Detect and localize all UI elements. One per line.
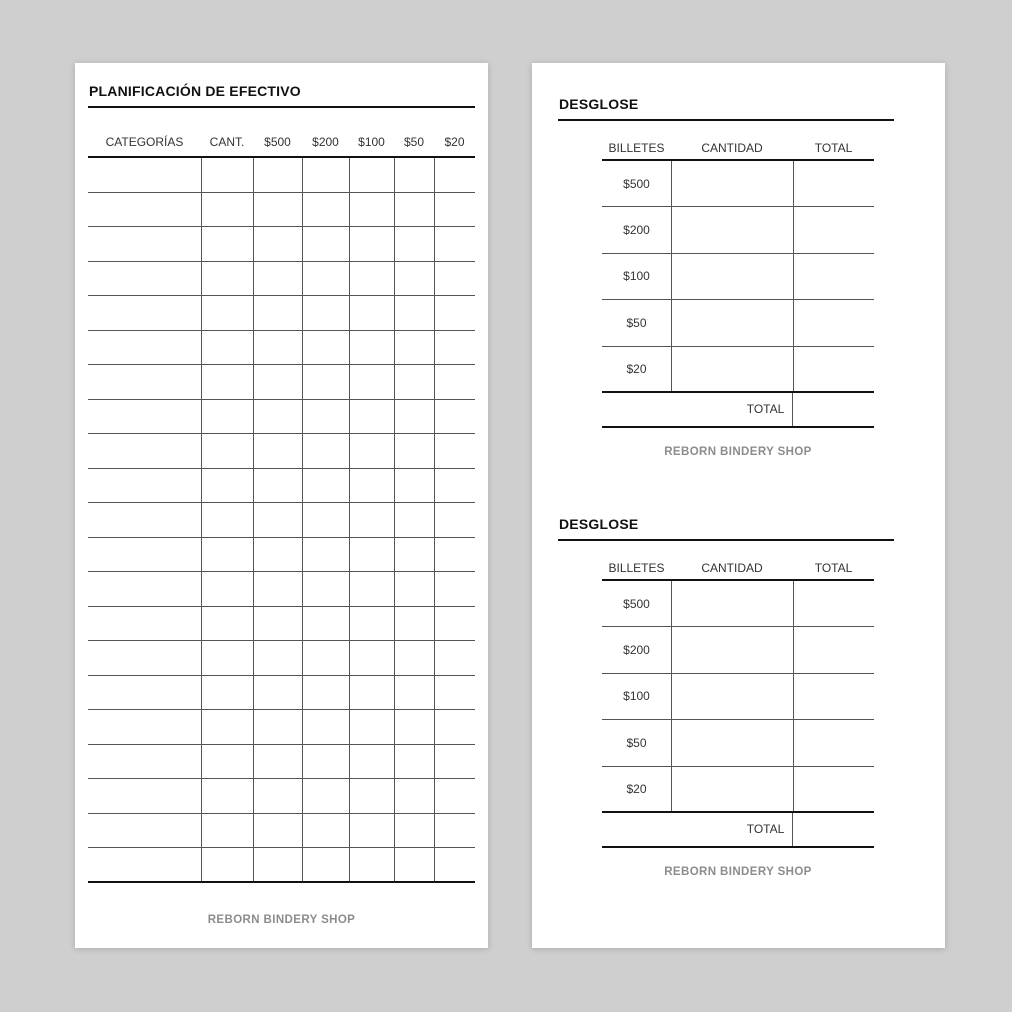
planning-cell[interactable] xyxy=(349,400,394,434)
quantity-cell[interactable] xyxy=(671,581,793,626)
breakdown-table xyxy=(602,557,874,848)
planning-cell[interactable] xyxy=(302,814,349,848)
table-row xyxy=(602,581,874,627)
planning-cell[interactable] xyxy=(253,572,302,606)
table-row xyxy=(602,207,874,253)
table-row xyxy=(602,720,874,766)
breakdown-table-body xyxy=(602,161,874,393)
planning-cell[interactable] xyxy=(394,641,434,675)
quantity-cell[interactable] xyxy=(671,767,793,811)
planning-cell[interactable] xyxy=(302,227,349,261)
planning-cell[interactable] xyxy=(349,538,394,572)
planning-cell[interactable] xyxy=(434,469,475,503)
total-label: TOTAL xyxy=(746,822,785,837)
planning-cell[interactable] xyxy=(349,676,394,710)
total-cell[interactable] xyxy=(793,347,874,391)
table-row xyxy=(88,676,475,711)
planning-cell[interactable] xyxy=(349,814,394,848)
planning-cell[interactable] xyxy=(349,193,394,227)
column-header-categories: CATEGORÍAS xyxy=(105,135,184,149)
planning-cell[interactable] xyxy=(88,400,201,434)
planning-cell[interactable] xyxy=(253,331,302,365)
denomination-label: $20 xyxy=(626,781,647,796)
quantity-cell[interactable] xyxy=(671,674,793,719)
column-header-100: $100 xyxy=(358,135,385,149)
planning-cell[interactable] xyxy=(302,158,349,192)
table-row xyxy=(88,572,475,607)
page-title: PLANIFICACIÓN DE EFECTIVO xyxy=(89,83,301,99)
planning-cell[interactable] xyxy=(253,538,302,572)
planning-cell[interactable] xyxy=(88,641,201,675)
quantity-cell[interactable] xyxy=(671,627,793,672)
planning-cell[interactable] xyxy=(253,641,302,675)
title-divider xyxy=(88,106,475,108)
planning-cell[interactable] xyxy=(201,193,253,227)
planning-cell[interactable] xyxy=(434,676,475,710)
planning-cell[interactable] xyxy=(434,814,475,848)
planning-cell[interactable] xyxy=(201,503,253,537)
planning-cell[interactable] xyxy=(253,503,302,537)
table-row xyxy=(602,300,874,346)
planning-cell[interactable] xyxy=(201,227,253,261)
denomination-label: $500 xyxy=(623,176,650,191)
denomination-label: $50 xyxy=(626,735,647,750)
planning-cell[interactable] xyxy=(88,227,201,261)
planning-cell[interactable] xyxy=(253,779,302,813)
planning-cell[interactable] xyxy=(394,814,434,848)
planning-cell[interactable] xyxy=(201,538,253,572)
planning-cell[interactable] xyxy=(253,607,302,641)
table-row xyxy=(88,538,475,573)
planning-cell[interactable] xyxy=(394,779,434,813)
total-row xyxy=(602,813,874,848)
table-row xyxy=(88,365,475,400)
table-row xyxy=(88,262,475,297)
total-cell[interactable] xyxy=(793,207,874,252)
planning-cell[interactable] xyxy=(201,469,253,503)
table-row xyxy=(88,296,475,331)
table-row xyxy=(88,227,475,262)
quantity-cell[interactable] xyxy=(671,347,793,391)
planning-cell[interactable] xyxy=(201,365,253,399)
planning-cell[interactable] xyxy=(349,158,394,192)
planning-cell[interactable] xyxy=(434,745,475,779)
planning-cell[interactable] xyxy=(302,676,349,710)
table-row xyxy=(88,710,475,745)
planning-cell[interactable] xyxy=(253,296,302,330)
planning-cell[interactable] xyxy=(349,710,394,744)
planning-cell[interactable] xyxy=(201,400,253,434)
column-header-quantity: CANTIDAD xyxy=(701,141,763,155)
planning-cell[interactable] xyxy=(88,158,201,192)
table-row xyxy=(88,848,475,883)
planning-cell[interactable] xyxy=(434,296,475,330)
planning-cell[interactable] xyxy=(201,641,253,675)
table-row xyxy=(88,434,475,469)
planning-cell[interactable] xyxy=(302,193,349,227)
planning-cell[interactable] xyxy=(349,572,394,606)
planning-cell[interactable] xyxy=(349,262,394,296)
column-header-20: $20 xyxy=(444,135,465,149)
planning-cell[interactable] xyxy=(394,572,434,606)
planning-cell[interactable] xyxy=(88,607,201,641)
planning-cell[interactable] xyxy=(302,572,349,606)
planning-cell[interactable] xyxy=(394,331,434,365)
planning-cell[interactable] xyxy=(394,469,434,503)
planning-cell[interactable] xyxy=(349,779,394,813)
planning-table xyxy=(88,128,475,883)
planning-cell[interactable] xyxy=(394,227,434,261)
planning-cell[interactable] xyxy=(253,814,302,848)
planning-cell[interactable] xyxy=(394,193,434,227)
planning-cell[interactable] xyxy=(253,745,302,779)
planning-cell[interactable] xyxy=(349,848,394,881)
table-row xyxy=(88,331,475,366)
planning-cell[interactable] xyxy=(302,296,349,330)
total-cell[interactable] xyxy=(793,674,874,719)
brand-footer: REBORN BINDERY SHOP xyxy=(664,446,812,458)
planning-cell[interactable] xyxy=(349,434,394,468)
planning-cell[interactable] xyxy=(394,296,434,330)
table-row xyxy=(602,347,874,393)
planning-cell[interactable] xyxy=(434,400,475,434)
breakdown-title: DESGLOSE xyxy=(559,96,639,112)
column-header-total: TOTAL xyxy=(814,561,853,575)
planning-cell[interactable] xyxy=(434,641,475,675)
planning-cell[interactable] xyxy=(88,676,201,710)
title-divider xyxy=(558,119,894,121)
planning-cell[interactable] xyxy=(88,434,201,468)
planning-cell[interactable] xyxy=(201,158,253,192)
planning-cell[interactable] xyxy=(394,607,434,641)
total-cell[interactable] xyxy=(793,254,874,299)
table-row xyxy=(88,400,475,435)
planning-cell[interactable] xyxy=(253,710,302,744)
planning-cell[interactable] xyxy=(302,434,349,468)
planning-cell[interactable] xyxy=(201,745,253,779)
table-row xyxy=(602,767,874,813)
planning-cell[interactable] xyxy=(434,538,475,572)
planning-cell[interactable] xyxy=(253,469,302,503)
table-row xyxy=(88,607,475,642)
total-cell[interactable] xyxy=(793,300,874,345)
quantity-cell[interactable] xyxy=(671,254,793,299)
planning-cell[interactable] xyxy=(253,365,302,399)
planning-cell[interactable] xyxy=(88,779,201,813)
table-row xyxy=(88,814,475,849)
column-header-500: $500 xyxy=(264,135,291,149)
planning-cell[interactable] xyxy=(88,848,201,881)
column-header-quantity: CANT. xyxy=(209,135,245,149)
table-row xyxy=(602,627,874,673)
table-row xyxy=(88,641,475,676)
planning-cell[interactable] xyxy=(434,607,475,641)
planning-cell[interactable] xyxy=(88,572,201,606)
planning-cell[interactable] xyxy=(253,434,302,468)
denomination-label: $100 xyxy=(623,689,650,704)
planning-cell[interactable] xyxy=(394,848,434,881)
planning-cell[interactable] xyxy=(302,538,349,572)
breakdown-table-header xyxy=(602,557,874,581)
total-row xyxy=(602,393,874,428)
planning-cell[interactable] xyxy=(201,676,253,710)
breakdown-table-body xyxy=(602,581,874,813)
planning-cell[interactable] xyxy=(434,848,475,881)
denomination-label: $20 xyxy=(626,361,647,376)
planning-cell[interactable] xyxy=(88,193,201,227)
table-row xyxy=(602,254,874,300)
planning-cell[interactable] xyxy=(394,710,434,744)
title-divider xyxy=(558,539,894,541)
planning-cell[interactable] xyxy=(253,227,302,261)
total-label: TOTAL xyxy=(746,402,785,417)
planning-cell[interactable] xyxy=(302,262,349,296)
brand-footer: REBORN BINDERY SHOP xyxy=(207,914,356,926)
column-header-bills: BILLETES xyxy=(608,561,665,575)
total-cell[interactable] xyxy=(793,161,874,206)
planning-cell[interactable] xyxy=(253,193,302,227)
planning-cell[interactable] xyxy=(349,227,394,261)
planning-cell[interactable] xyxy=(253,158,302,192)
planning-cell[interactable] xyxy=(88,710,201,744)
breakdown-page xyxy=(532,63,945,948)
planning-cell[interactable] xyxy=(201,296,253,330)
quantity-cell[interactable] xyxy=(671,300,793,345)
planning-cell[interactable] xyxy=(201,331,253,365)
denomination-label: $100 xyxy=(623,269,650,284)
planning-cell[interactable] xyxy=(349,641,394,675)
total-value-cell[interactable] xyxy=(792,393,874,426)
column-header-bills: BILLETES xyxy=(608,141,665,155)
planning-cell[interactable] xyxy=(302,745,349,779)
planning-cell[interactable] xyxy=(88,331,201,365)
table-row xyxy=(88,158,475,193)
planning-cell[interactable] xyxy=(201,434,253,468)
planning-cell[interactable] xyxy=(394,158,434,192)
planning-cell[interactable] xyxy=(434,572,475,606)
planning-cell[interactable] xyxy=(394,745,434,779)
breakdown-table-header xyxy=(602,137,874,161)
planning-cell[interactable] xyxy=(434,365,475,399)
quantity-cell[interactable] xyxy=(671,207,793,252)
total-cell[interactable] xyxy=(793,581,874,626)
planning-cell[interactable] xyxy=(302,469,349,503)
planning-cell[interactable] xyxy=(253,676,302,710)
planning-cell[interactable] xyxy=(349,331,394,365)
planning-cell[interactable] xyxy=(88,469,201,503)
table-row xyxy=(602,674,874,720)
planning-cell[interactable] xyxy=(349,296,394,330)
denomination-label: $200 xyxy=(623,223,650,238)
planning-cell[interactable] xyxy=(253,848,302,881)
planning-cell[interactable] xyxy=(88,503,201,537)
planning-cell[interactable] xyxy=(88,365,201,399)
denomination-label: $200 xyxy=(623,643,650,658)
total-cell[interactable] xyxy=(793,720,874,765)
planning-cell[interactable] xyxy=(302,400,349,434)
planning-cell[interactable] xyxy=(434,227,475,261)
breakdown-table xyxy=(602,137,874,428)
planning-cell[interactable] xyxy=(88,538,201,572)
planning-cell[interactable] xyxy=(201,607,253,641)
planning-cell[interactable] xyxy=(201,848,253,881)
planning-cell[interactable] xyxy=(349,745,394,779)
planning-cell[interactable] xyxy=(88,745,201,779)
total-cell[interactable] xyxy=(793,627,874,672)
table-row xyxy=(88,193,475,228)
planning-cell[interactable] xyxy=(88,262,201,296)
planning-cell[interactable] xyxy=(302,641,349,675)
planning-cell[interactable] xyxy=(394,262,434,296)
planning-cell[interactable] xyxy=(394,365,434,399)
planning-cell[interactable] xyxy=(349,607,394,641)
planning-cell[interactable] xyxy=(394,538,434,572)
planning-cell[interactable] xyxy=(253,400,302,434)
column-header-total: TOTAL xyxy=(814,141,853,155)
table-row xyxy=(602,161,874,207)
planning-cell[interactable] xyxy=(394,676,434,710)
planning-cell[interactable] xyxy=(302,710,349,744)
planning-cell[interactable] xyxy=(88,296,201,330)
planning-cell[interactable] xyxy=(253,262,302,296)
planning-cell[interactable] xyxy=(434,262,475,296)
planning-cell[interactable] xyxy=(302,331,349,365)
total-cell[interactable] xyxy=(793,767,874,811)
planning-cell[interactable] xyxy=(349,365,394,399)
planning-cell[interactable] xyxy=(434,710,475,744)
planning-table-header xyxy=(88,128,475,158)
planning-cell[interactable] xyxy=(201,779,253,813)
planning-cell[interactable] xyxy=(394,400,434,434)
planning-cell[interactable] xyxy=(434,158,475,192)
planning-cell[interactable] xyxy=(394,434,434,468)
denomination-label: $50 xyxy=(626,315,647,330)
planning-cell[interactable] xyxy=(302,848,349,881)
planning-cell[interactable] xyxy=(201,262,253,296)
planning-cell[interactable] xyxy=(88,814,201,848)
planning-cell[interactable] xyxy=(201,710,253,744)
cash-planning-page xyxy=(75,63,488,948)
planning-cell[interactable] xyxy=(434,779,475,813)
planning-cell[interactable] xyxy=(201,572,253,606)
planning-cell[interactable] xyxy=(349,469,394,503)
planning-cell[interactable] xyxy=(434,434,475,468)
planning-cell[interactable] xyxy=(434,503,475,537)
column-header-quantity: CANTIDAD xyxy=(701,561,763,575)
quantity-cell[interactable] xyxy=(671,161,793,206)
planning-cell[interactable] xyxy=(394,503,434,537)
denomination-label: $500 xyxy=(623,596,650,611)
table-row xyxy=(88,503,475,538)
table-row xyxy=(88,469,475,504)
planning-cell[interactable] xyxy=(302,779,349,813)
planning-cell[interactable] xyxy=(201,814,253,848)
planning-cell[interactable] xyxy=(434,193,475,227)
column-header-50: $50 xyxy=(403,135,425,149)
planning-cell[interactable] xyxy=(302,607,349,641)
total-value-cell[interactable] xyxy=(792,813,874,846)
breakdown-title: DESGLOSE xyxy=(559,516,639,532)
planning-table-body xyxy=(88,158,475,883)
planning-cell[interactable] xyxy=(302,503,349,537)
table-row xyxy=(88,779,475,814)
planning-cell[interactable] xyxy=(349,503,394,537)
table-row xyxy=(88,745,475,780)
column-header-200: $200 xyxy=(312,135,339,149)
quantity-cell[interactable] xyxy=(671,720,793,765)
planning-cell[interactable] xyxy=(302,365,349,399)
planning-cell[interactable] xyxy=(434,331,475,365)
brand-footer: REBORN BINDERY SHOP xyxy=(664,866,812,878)
